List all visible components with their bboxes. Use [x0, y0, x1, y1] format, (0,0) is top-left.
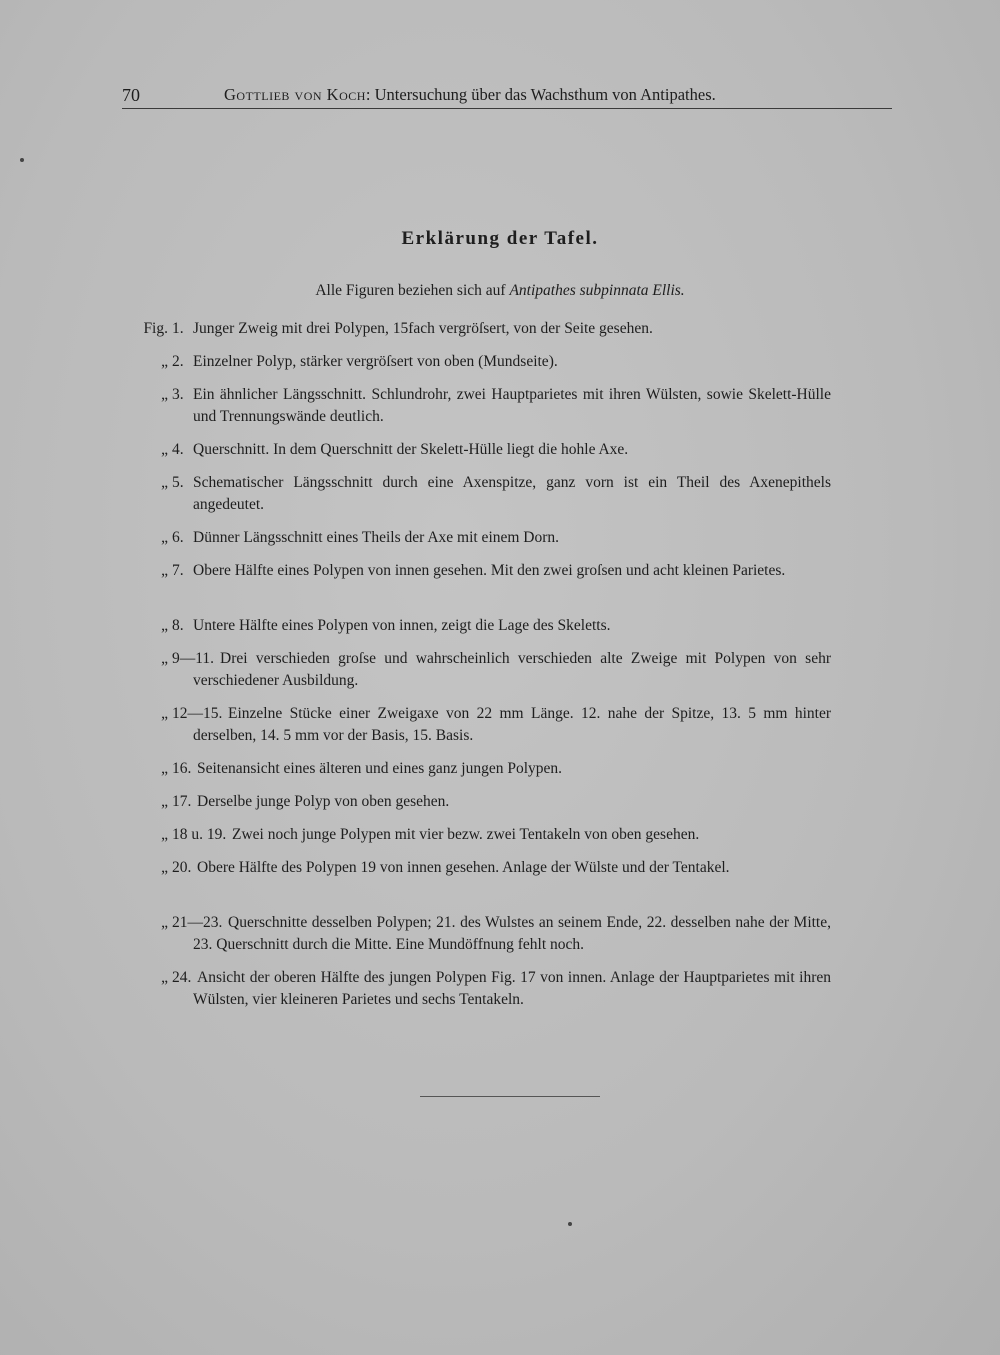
caption-text: Untere Hälfte eines Polypen von innen, zeigt die Lage des Skeletts.	[193, 617, 611, 634]
running-title	[224, 82, 716, 108]
caption-text: Querschnitte desselben Polypen; 21. des Wulstes an seinem Ende, 22. desselben nahe der Mitte, 23. Querschnitt durch die Mitte. Eine Mundöffnung fehlt noch.	[193, 914, 831, 953]
caption-prefix: „	[161, 529, 168, 546]
caption-number: 6.	[172, 529, 184, 546]
caption-number: 3.	[172, 386, 184, 403]
article-title: : Untersuchung über das Wachsthum von Antipathes.	[365, 85, 716, 104]
caption-text: Querschnitt. In dem Querschnitt der Skelett-Hülle liegt die hohle Axe.	[193, 441, 629, 458]
caption-text: Ein ähnlicher Längsschnitt. Schlundrohr, zwei Hauptparietes mit ihren Wülsten, sowie Skelett-Hülle und Trennungswände deutlich.	[193, 386, 831, 425]
caption-prefix: „	[161, 793, 168, 810]
caption-text: Seitenansicht eines älteren und eines ganz jungen Polypen.	[197, 760, 563, 777]
caption-number: 20.	[172, 859, 192, 876]
author-name: Gottlieb von Koch	[224, 85, 366, 104]
caption-prefix: „	[161, 353, 168, 370]
caption-prefix: „	[161, 474, 168, 491]
end-rule	[420, 1096, 600, 1097]
caption-prefix: „	[161, 441, 168, 458]
caption-number: 2.	[172, 353, 184, 370]
caption-prefix: „	[161, 826, 168, 843]
caption-number: 7.	[172, 562, 184, 579]
caption-number: 8.	[172, 617, 184, 634]
caption-number: 12—15.	[172, 705, 223, 722]
caption-text: Derselbe junge Polyp von oben gesehen.	[197, 793, 450, 810]
scan-speck	[20, 158, 24, 162]
caption-number: 18 u. 19.	[172, 826, 227, 843]
caption-text: Einzelner Polyp, stärker vergröſsert von oben (Mundseite).	[193, 353, 558, 370]
scan-speck	[568, 1222, 572, 1226]
page-number: 70	[122, 85, 140, 105]
caption-text: Zwei noch junge Polypen mit vier bezw. zwei Tentakeln von oben gesehen.	[232, 826, 700, 843]
plate-title: Erklärung der Tafel.	[401, 228, 599, 249]
caption-prefix: „	[161, 562, 168, 579]
caption-text: Obere Hälfte eines Polypen von innen gesehen. Mit den zwei groſsen und acht kleinen Parietes.	[193, 562, 786, 579]
caption-text: Einzelne Stücke einer Zweigaxe von 22 mm Länge. 12. nahe der Spitze, 13. 5 mm hinter derselben, 14. 5 mm vor der Basis, 15. Basis.	[193, 705, 831, 744]
caption-prefix: Fig.	[143, 320, 168, 337]
caption-text: Junger Zweig mit drei Polypen, 15fach vergröſsert, von der Seite gesehen.	[193, 320, 653, 337]
caption-text: Ansicht der oberen Hälfte des jungen Polypen Fig. 17 von innen. Anlage der Hauptparietes mit ihren Wülsten, vier kleineren Parietes und sechs Tentakeln.	[193, 969, 831, 1008]
caption-prefix: „	[161, 760, 168, 777]
caption-number: 9—11.	[172, 650, 215, 667]
plate-intro	[0, 282, 1000, 300]
intro-text: Alle Figuren beziehen sich auf	[315, 282, 506, 299]
caption-text: Drei verschieden groſse und wahrscheinlich verschieden alte Zweige mit Polypen von sehr verschiedener Ausbildung.	[193, 650, 831, 689]
caption-text: Dünner Längsschnitt eines Theils der Axe mit einem Dorn.	[193, 529, 560, 546]
caption-prefix: „	[161, 859, 168, 876]
caption-number: 16.	[172, 760, 192, 777]
caption-prefix: „	[161, 705, 168, 722]
caption-prefix: „	[161, 386, 168, 403]
caption-text: Schematischer Längsschnitt durch eine Axenspitze, ganz vorn ist ein Theil des Axenepithels angedeutet.	[193, 474, 831, 513]
caption-prefix: „	[161, 617, 168, 634]
caption-prefix: „	[161, 914, 168, 931]
caption-number: 24.	[172, 969, 192, 986]
species-name: Antipathes subpinnata Ellis.	[509, 282, 685, 299]
caption-number: 4.	[172, 441, 184, 458]
caption-prefix: „	[161, 650, 168, 667]
caption-number: 1.	[172, 320, 184, 337]
caption-prefix: „	[161, 969, 168, 986]
caption-number: 17.	[172, 793, 192, 810]
caption-number: 5.	[172, 474, 184, 491]
caption-number: 21—23.	[172, 914, 223, 931]
caption-text: Obere Hälfte des Polypen 19 von innen gesehen. Anlage der Wülste und der Tentakel.	[197, 859, 730, 876]
running-head	[122, 82, 892, 109]
